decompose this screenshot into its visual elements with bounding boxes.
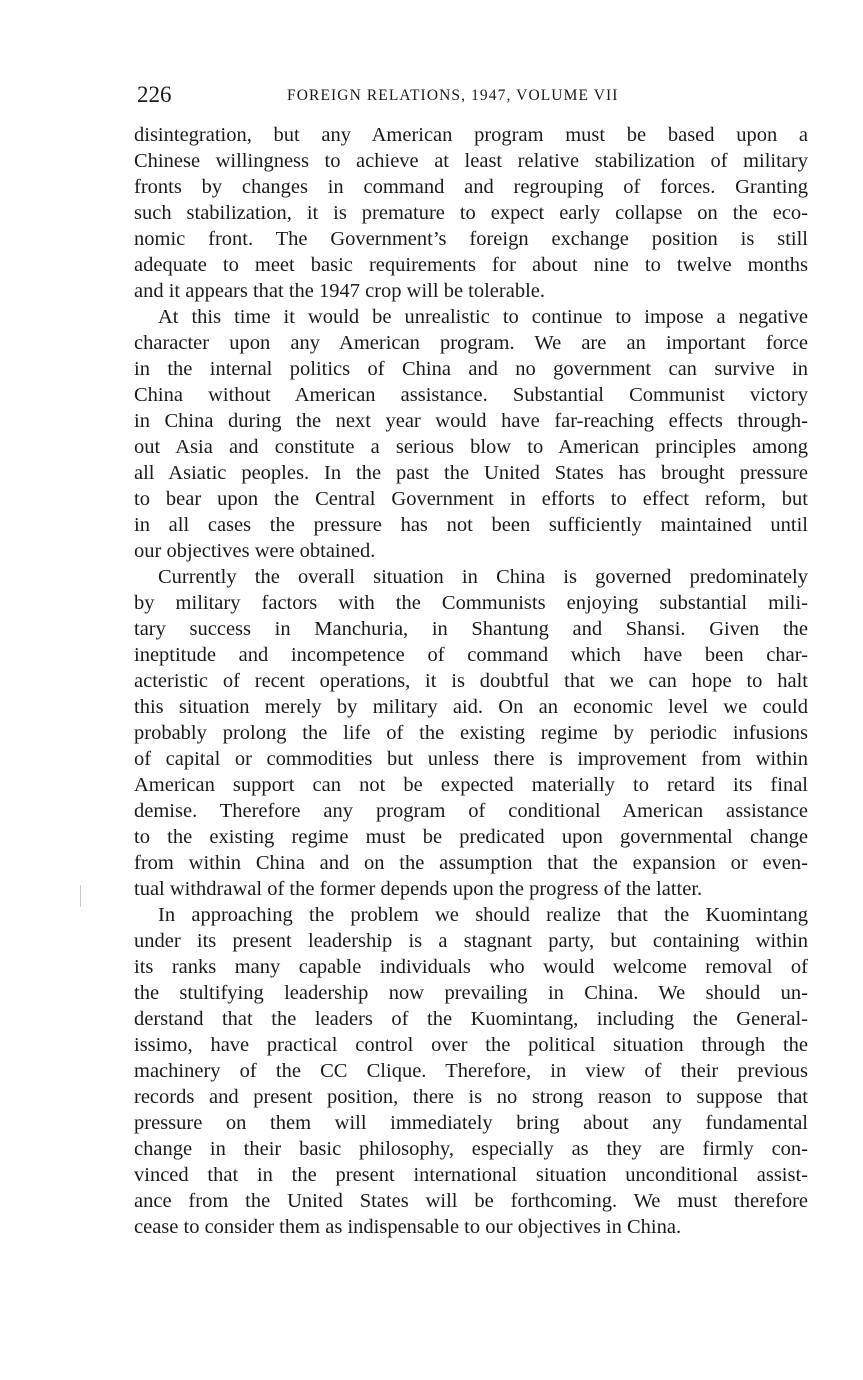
- text-line: change in their basic philosophy, especially as they are firmly con-: [134, 1138, 808, 1160]
- text-line: tary success in Manchuria, in Shantung and Shansi. Given the: [134, 618, 808, 640]
- text-line: ineptitude and incompetence of command which have been char-: [134, 644, 808, 666]
- text-line: cease to consider them as indispensable to our objectives in China.: [134, 1216, 682, 1238]
- page-number: 226: [137, 82, 172, 107]
- text-line: nomic front. The Government’s foreign exchange position is still: [134, 228, 808, 250]
- running-head-title: FOREIGN RELATIONS, 1947, VOLUME VII: [287, 87, 619, 104]
- text-line: in China during the next year would have far-reaching effects through-: [134, 410, 808, 432]
- text-line: ance from the United States will be forthcoming. We must therefore: [134, 1190, 808, 1212]
- text-line: this situation merely by military aid. On an economic level we could: [134, 696, 808, 718]
- text-line: vinced that in the present international situation unconditional assist-: [134, 1164, 808, 1186]
- body-text: [134, 122, 808, 1240]
- running-head: [137, 80, 807, 110]
- text-line: demise. Therefore any program of conditional American assistance: [134, 800, 808, 822]
- text-line: and it appears that the 1947 crop will be tolerable.: [134, 280, 546, 302]
- text-line: tual withdrawal of the former depends upon the progress of the latter.: [134, 878, 703, 900]
- text-line: character upon any American program. We are an important force: [134, 332, 808, 354]
- text-line: to the existing regime must be predicated upon governmental change: [134, 826, 808, 848]
- paragraph-start-line: Currently the overall situation in China is governed predominately: [158, 566, 808, 588]
- text-line: pressure on them will immediately bring about any fundamental: [134, 1112, 808, 1134]
- text-line: adequate to meet basic requirements for about nine to twelve months: [134, 254, 808, 276]
- text-line: Chinese willingness to achieve at least relative stabilization of military: [134, 150, 808, 172]
- text-line: in all cases the pressure has not been sufficiently maintained until: [134, 514, 808, 536]
- text-line: issimo, have practical control over the political situation through the: [134, 1034, 808, 1056]
- text-line: under its present leadership is a stagnant party, but containing within: [134, 930, 808, 952]
- paragraph-start-line: At this time it would be unrealistic to continue to impose a negative: [158, 306, 808, 328]
- text-line: China without American assistance. Substantial Communist victory: [134, 384, 808, 406]
- text-line: to bear upon the Central Government in efforts to effect reform, but: [134, 488, 808, 510]
- text-line: American support can not be expected materially to retard its final: [134, 774, 808, 796]
- text-line: fronts by changes in command and regrouping of forces. Granting: [134, 176, 808, 198]
- text-line: machinery of the CC Clique. Therefore, in view of their previous: [134, 1060, 808, 1082]
- margin-mark: [80, 885, 81, 907]
- text-line: the stultifying leadership now prevailing in China. We should un-: [134, 982, 808, 1004]
- text-line: out Asia and constitute a serious blow to American principles among: [134, 436, 808, 458]
- text-line: probably prolong the life of the existing regime by periodic infusions: [134, 722, 808, 744]
- text-line: all Asiatic peoples. In the past the United States has brought pressure: [134, 462, 808, 484]
- text-line: our objectives were obtained.: [134, 540, 376, 562]
- text-line: of capital or commodities but unless there is improvement from within: [134, 748, 808, 770]
- text-line: in the internal politics of China and no government can survive in: [134, 358, 808, 380]
- text-line: disintegration, but any American program must be based upon a: [134, 124, 808, 146]
- paragraph-start-line: In approaching the problem we should realize that the Kuomintang: [158, 904, 808, 926]
- text-line: its ranks many capable individuals who would welcome removal of: [134, 956, 808, 978]
- text-line: by military factors with the Communists enjoying substantial mili-: [134, 592, 808, 614]
- text-line: records and present position, there is no strong reason to suppose that: [134, 1086, 808, 1108]
- text-line: such stabilization, it is premature to expect early collapse on the eco-: [134, 202, 808, 224]
- text-line: derstand that the leaders of the Kuomintang, including the General-: [134, 1008, 808, 1030]
- text-line: from within China and on the assumption that the expansion or even-: [134, 852, 808, 874]
- text-line: acteristic of recent operations, it is doubtful that we can hope to halt: [134, 670, 808, 692]
